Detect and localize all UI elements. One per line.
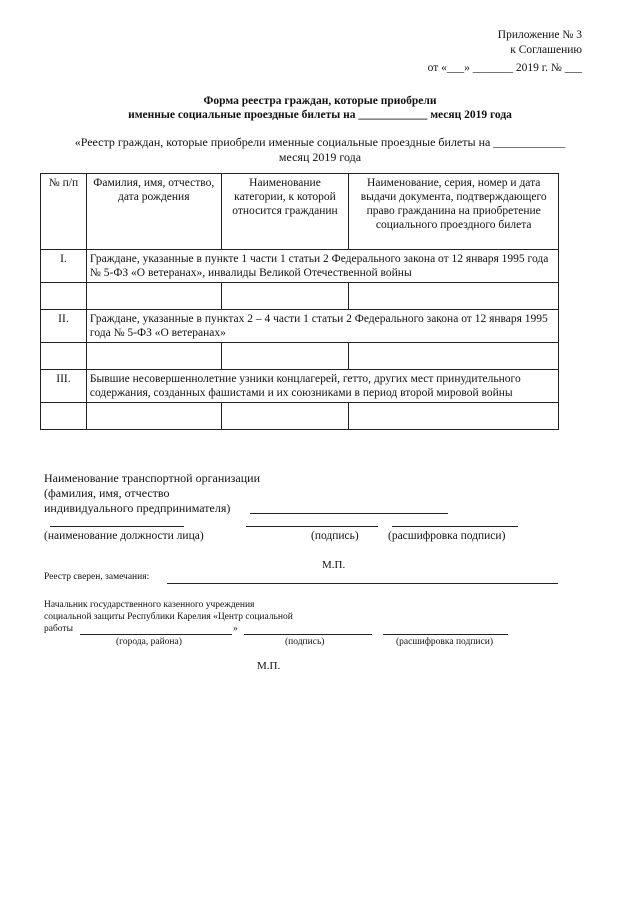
section-text: Бывшие несовершеннолетние узники концлагерей, гетто, других мест принудительного содержания, созданных фашистами и их союзниками в период второй мировой войны [86,370,558,403]
empty-cell[interactable] [86,343,221,370]
city-caption: (города, района) [116,637,182,647]
head-title-line3: работы [44,624,73,634]
transport-org-label: Наименование транспортной организации [44,471,260,485]
empty-row [41,403,559,430]
head-decoding-field[interactable] [383,634,508,635]
transport-org-field[interactable] [250,513,448,514]
position-field[interactable] [50,526,184,527]
section-row [41,250,559,283]
empty-cell[interactable] [221,403,349,430]
empty-row [41,283,559,310]
col-header-number: № п/п [41,174,87,250]
head-stamp-place: М.П. [257,660,281,672]
appendix-date: от «___» _______ 2019 г. № ___ [427,62,582,74]
head-title-line1: Начальник государственного казенного учреждения [44,600,255,610]
head-signature-field[interactable] [244,634,372,635]
decoding-field[interactable] [392,526,518,527]
empty-cell[interactable] [41,403,87,430]
empty-cell[interactable] [221,343,349,370]
verified-label: Реестр сверен, замечания: [44,572,150,582]
appendix-number: Приложение № 3 [497,29,582,41]
section-number: II. [41,310,87,343]
empty-cell[interactable] [41,343,87,370]
section-text: Граждане, указанные в пунктах 2 – 4 части 1 статьи 2 Федерального закона от 12 января 1995 года № 5-ФЗ «О ветеранах» [86,310,558,343]
section-number: III. [41,370,87,403]
section-number: I. [41,250,87,283]
col-header-document: Наименование, серия, номер и дата выдачи документа, подтверждающего право гражданина на приобретение социального проездного билета [349,174,559,250]
registry-caption-line2: месяц 2019 года [278,150,362,164]
section-row [41,370,559,403]
form-title-line2: именные социальные проездные билеты на ____________ месяц 2019 года [128,109,512,121]
empty-cell[interactable] [41,283,87,310]
empty-cell[interactable] [86,403,221,430]
empty-cell[interactable] [86,283,221,310]
col-header-category: Наименование категории, к которой относится гражданин [221,174,349,250]
registry-table [40,173,559,430]
section-row [41,310,559,343]
form-title-line1: Форма реестра граждан, которые приобрели [203,95,437,107]
head-signature-caption: (подпись) [285,637,325,647]
section-text: Граждане, указанные в пункте 1 части 1 статьи 2 Федерального закона от 12 января 1995 года № 5-ФЗ «О ветеранах», инвалиды Великой Отечественной войны [86,250,558,283]
decoding-caption: (расшифровка подписи) [388,530,506,542]
city-field[interactable] [80,634,232,635]
head-decoding-caption: (расшифровка подписи) [396,637,493,647]
signature-caption: (подпись) [311,530,359,542]
empty-cell[interactable] [349,283,559,310]
stamp-place: М.П. [322,559,346,571]
empty-cell[interactable] [221,283,349,310]
transport-fio-label: (фамилия, имя, отчество [44,486,170,500]
empty-row [41,343,559,370]
city-close-quote: » [233,624,238,634]
remarks-field[interactable] [167,583,558,584]
appendix-agreement: к Соглашению [510,44,582,56]
registry-caption-line1: «Реестр граждан, которые приобрели именные социальные проездные билеты на ____________ [74,135,566,149]
transport-ip-label: индивидуального предпринимателя) [44,501,231,515]
position-caption: (наименование должности лица) [44,530,204,542]
empty-cell[interactable] [349,403,559,430]
signature-field[interactable] [246,526,378,527]
empty-cell[interactable] [349,343,559,370]
col-header-name: Фамилия, имя, отчество, дата рождения [86,174,221,250]
head-title-line2: социальной защиты Республики Карелия «Центр социальной [44,612,293,622]
